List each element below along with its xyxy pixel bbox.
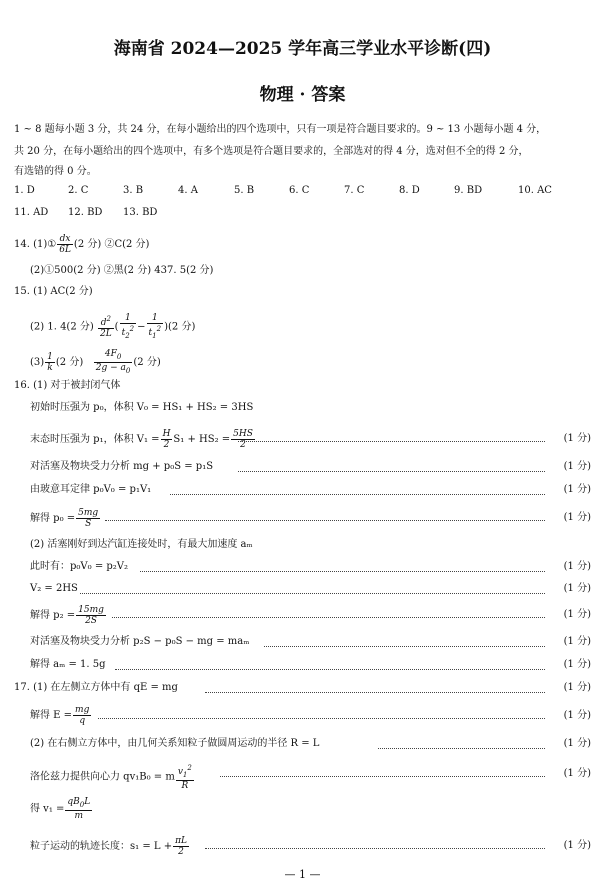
q16-l10-text: 解得 p₂ =: [30, 610, 76, 621]
q16-line-4: 对活塞及物块受力分析 mg + p₀S = p₁S: [30, 461, 214, 472]
leader-dots: [105, 520, 545, 521]
intro-line-3: 有选错的得 0 分。: [14, 166, 97, 177]
leader-dots: [115, 669, 545, 670]
q16-line-12: 解得 aₘ = 1. 5g: [30, 659, 106, 670]
answer-11: 11. AD: [14, 207, 49, 218]
fraction-4F0: $\frac{4F_0}{2g - a_0}$: [95, 349, 131, 375]
answer-10: 10. AC: [518, 185, 552, 196]
answer-3: 3. B: [123, 185, 144, 196]
answer-6: 6. C: [289, 185, 310, 196]
q17-line-2: [30, 705, 92, 726]
intro-line-2: 共 20 分，在每小题给出的四个选项中，有多个选项是符合题目要求的，全部选对的得 4 分，选对但不全的得 2 分，: [14, 146, 529, 157]
fraction-numerator: dx: [57, 234, 73, 245]
leader-dots: [238, 471, 545, 472]
q17-line-4: [30, 763, 195, 791]
leader-dots: [220, 776, 545, 777]
q17-l5-text: 得 v₁ =: [30, 803, 65, 815]
answer-2: 2. C: [68, 185, 89, 196]
leader-dots: [80, 593, 545, 594]
q17-line-1: 17. (1) 在左侧立方体中有 qE = mg: [14, 682, 178, 693]
leader-dots: [378, 748, 545, 749]
fraction-15mg-2S: $\frac{15mg}{2S}$: [78, 605, 104, 626]
q16-line-8: 此时有：p₀V₀ = p₂V₂: [30, 561, 129, 572]
score-label: (1 分): [563, 433, 591, 444]
leader-dots: [264, 646, 545, 647]
q15-part3-score-a: (2 分): [55, 356, 84, 368]
q14-line-2: (2)①500(2 分) ②黑(2 分) 437. 5(2 分): [30, 265, 214, 276]
answer-8: 8. D: [399, 185, 420, 196]
q16-line-1: 16. (1) 对于被封闭气体: [14, 380, 121, 391]
fraction-mg-q: $\frac{mg}{q}$: [75, 705, 90, 726]
score-label: (1 分): [563, 682, 591, 693]
q15-part2-score: (2 分): [168, 321, 196, 333]
leader-dots: [112, 617, 545, 618]
q15-part3-label: (3): [30, 356, 45, 368]
fraction-5HS-2: $\frac{5HS}{2}$: [233, 429, 253, 450]
q17-l4-text: 洛伦兹力提供向心力 qv₁B₀ = m: [30, 771, 175, 783]
answer-4: 4. A: [178, 185, 198, 196]
answer-5: 5. B: [234, 185, 255, 196]
fraction-dx-6L: [57, 234, 73, 255]
answer-1: 1. D: [14, 185, 35, 196]
leader-dots: [98, 718, 545, 719]
score-label: (1 分): [563, 710, 591, 721]
fraction-d2-2L: $\frac{d^2}{2L}$: [99, 315, 112, 340]
fraction-denominator: 6L: [59, 245, 71, 255]
score-label: (1 分): [563, 512, 591, 523]
fraction-H-2: $\frac{H}{2}$: [162, 429, 171, 450]
q16-line-3: [30, 429, 256, 450]
q17-l2-text: 解得 E =: [30, 710, 73, 721]
q16-line-9: V₂ = 2HS: [30, 583, 78, 594]
q14-rest: (2 分) ②C(2 分): [73, 239, 150, 250]
fraction-5mg-S: $\frac{5mg}{S}$: [78, 508, 99, 529]
score-label: (1 分): [563, 609, 591, 620]
fraction-qB0L-m: $\frac{qB_0L}{m}$: [67, 797, 91, 821]
q15-line-1: 15. (1) AC(2 分): [14, 286, 93, 297]
q15-part3-score-b: (2 分): [133, 356, 161, 368]
score-label: (1 分): [563, 840, 591, 851]
q14-line-1: [14, 234, 149, 255]
score-label: (1 分): [563, 659, 591, 670]
fraction-1-t1: $\frac{1}{t_1^2}$: [148, 313, 162, 340]
answer-9: 9. BD: [454, 185, 483, 196]
q15-line-3: [30, 349, 161, 376]
leader-dots: [170, 494, 545, 495]
answer-13: 13. BD: [123, 207, 158, 218]
q16-l3-text-b: S₁ + HS₂ =: [173, 434, 231, 445]
q16-line-5: 由玻意耳定律 p₀V₀ = p₁V₁: [30, 484, 152, 495]
leader-dots: [205, 848, 545, 849]
document-title: 海南省 2024—2025 学年高三学业水平诊断(四): [113, 39, 492, 59]
q15-line-2: (2) 1. 4(2 分) $\frac{d^2}{2L}$ ( $\frac{1}{t_2^2}$ − $\frac{1}{t_1^2}$ )(2 分): [30, 313, 196, 340]
leader-dots: [140, 571, 545, 572]
score-label: (1 分): [563, 583, 591, 594]
leader-dots: [205, 692, 545, 693]
score-label: (1 分): [563, 636, 591, 647]
score-label: (1 分): [563, 768, 591, 779]
score-label: (1 分): [563, 738, 591, 749]
q17-l6-text: 粒子运动的轨迹长度：s₁ = L +: [30, 841, 173, 852]
q17-line-6: [30, 836, 190, 857]
answer-7: 7. C: [344, 185, 365, 196]
fraction-v1sq-R: $\frac{v_1^2}{R}$: [177, 764, 192, 791]
q16-line-6: [30, 508, 101, 529]
q15-part2-label: (2) 1. 4(2 分): [30, 321, 94, 333]
q16-line-2: 初始时压强为 p₀，体积 V₀ = HS₁ + HS₂ = 3HS: [30, 402, 254, 413]
q16-line-7: (2) 活塞刚好到达汽缸连接处时，有最大加速度 aₘ: [30, 539, 253, 550]
q14-label: 14. (1)①: [14, 239, 57, 250]
page-number: — 1 —: [284, 868, 321, 881]
fraction-1-t2: $\frac{1}{t_2^2}$: [121, 313, 135, 340]
score-label: (1 分): [563, 461, 591, 472]
q16-l3-text: 末态时压强为 p₁，体积 V₁ =: [30, 434, 160, 445]
score-label: (1 分): [563, 561, 591, 572]
answer-12: 12. BD: [68, 207, 103, 218]
q17-line-5: [30, 797, 93, 821]
q16-line-11: 对活塞及物块受力分析 p₂S − p₀S − mg = maₘ: [30, 636, 250, 647]
q16-l6-text: 解得 p₀ =: [30, 513, 76, 524]
fraction-1-k: $\frac{1}{k}$: [47, 351, 53, 373]
intro-line-1: 1 ~ 8 题每小题 3 分，共 24 分，在每小题给出的四个选项中，只有一项是符合题目要求的。9 ~ 13 小题每小题 4 分，: [14, 124, 547, 135]
fraction-piL-2: $\frac{\pi L}{2}$: [175, 836, 187, 857]
q17-line-3: (2) 在右侧立方体中，由几何关系知粒子做圆周运动的半径 R = L: [30, 738, 320, 749]
q16-line-10: [30, 605, 107, 626]
score-label: (1 分): [563, 484, 591, 495]
leader-dots: [238, 441, 545, 442]
document-subtitle: 物理 · 答案: [259, 85, 346, 105]
